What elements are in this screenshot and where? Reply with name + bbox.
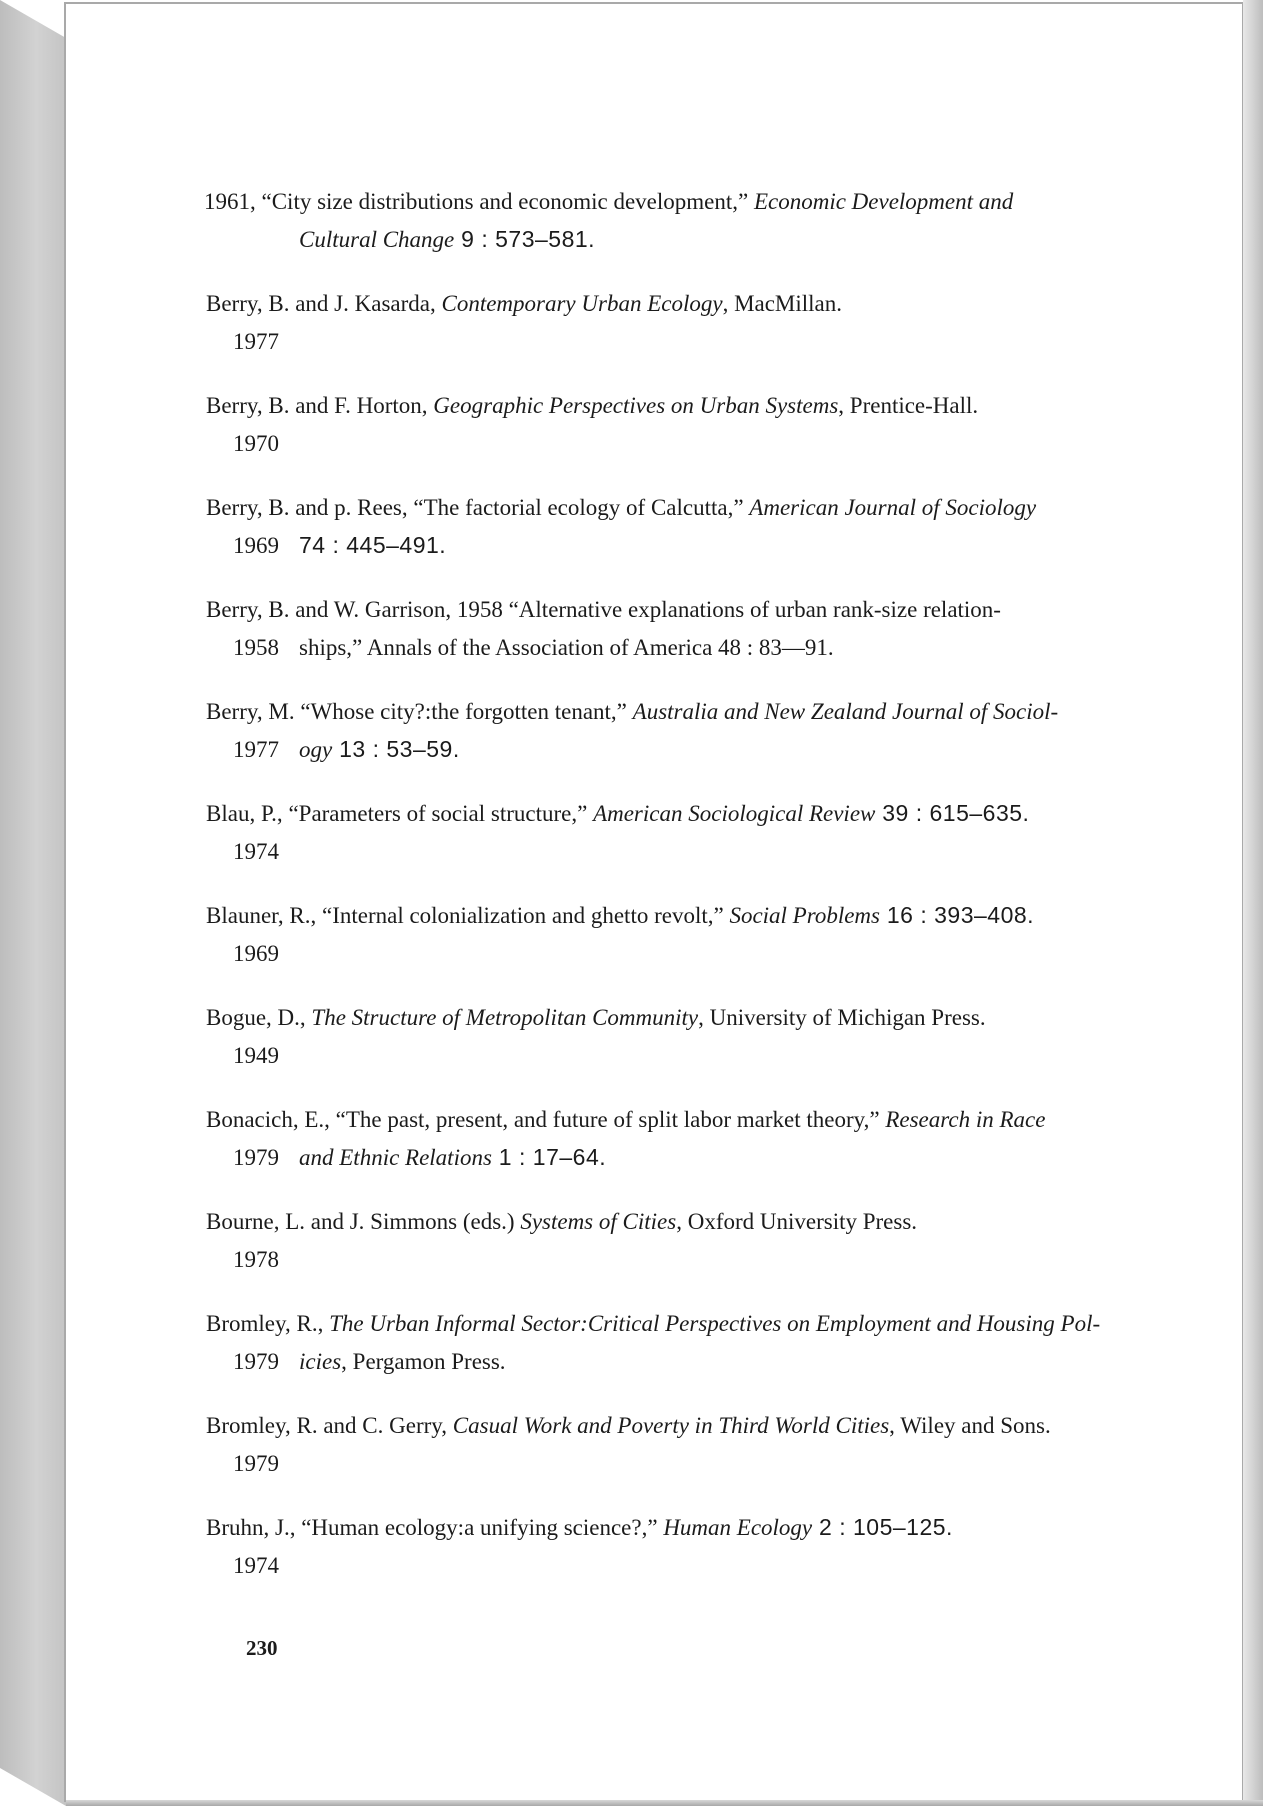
bib-author: Bromley, R., (206, 1311, 330, 1336)
bib-entry (206, 1106, 1106, 1208)
bib-author: Berry, M. (206, 699, 301, 724)
bib-author: Berry, B. and F. Horton, (206, 393, 434, 418)
bib-entry (206, 698, 1106, 800)
bib-year: 1958 (233, 635, 279, 660)
bib-author: Berry, B. and W. Garrison, (206, 597, 457, 622)
bib-author: Berry, B. and p. Rees, (206, 495, 414, 520)
book-spine (0, 0, 66, 1806)
bib-entry (206, 596, 1106, 698)
bib-volume-pages: 74 : 445–491. (299, 532, 447, 558)
bib-volume-pages: 1 : 17–64. (491, 1144, 607, 1170)
bib-entry (206, 392, 1106, 494)
bib-year: 1979 (233, 1145, 279, 1170)
bib-title: “Parameters of social structure,” (288, 801, 594, 826)
bib-publisher: , Wiley and Sons. (889, 1413, 1051, 1438)
bib-publisher: , Pergamon Press. (341, 1349, 506, 1374)
bib-source-cont: icies (299, 1349, 342, 1374)
bib-entry (206, 902, 1106, 1004)
bib-source-cont: ogy (299, 737, 333, 762)
bib-title: “The factorial ecology of Calcutta,” (413, 495, 750, 520)
bib-source: American Journal of Sociology (749, 495, 1037, 520)
bib-source: Geographic Perspectives on Urban Systems (433, 393, 839, 418)
bib-volume-pages: 39 : 615–635. (875, 800, 1030, 826)
bib-volume-pages: 16 : 393–408. (879, 902, 1035, 928)
bib-volume-pages: 13 : 53–59. (332, 736, 460, 762)
page-bottom-shadow (66, 1800, 1263, 1806)
bib-author: Bonacich, E., (206, 1107, 336, 1132)
bib-source: The Urban Informal Sector:Critical Perspectives on Employment and Housing Pol- (329, 1311, 1101, 1336)
bib-author: Berry, B. and J. Kasarda, (206, 291, 442, 316)
bib-title: “Human ecology:a unifying science?,” (301, 1515, 664, 1540)
bib-year: 1961, (204, 189, 262, 214)
bib-entry (206, 494, 1106, 596)
bib-volume-pages: 2 : 105–125. (812, 1514, 953, 1540)
bib-entry (206, 1004, 1106, 1106)
bib-publisher: , Prentice-Hall. (838, 393, 979, 418)
bib-source-cont: and Ethnic Relations (299, 1145, 492, 1170)
bib-source: Research in Race (885, 1107, 1046, 1132)
bib-publisher: , Oxford University Press. (676, 1209, 918, 1234)
bib-title: “City size distributions and economic development,” (261, 189, 754, 214)
bib-title: “Internal colonialization and ghetto revolt,” (321, 903, 730, 928)
bib-source: Contemporary Urban Ecology (441, 291, 723, 316)
bib-year: 1977 (233, 329, 279, 354)
bib-year: 1969 (233, 533, 279, 558)
bib-author: Bruhn, J., (206, 1515, 302, 1540)
bib-entry (206, 290, 1106, 392)
bib-year: 1977 (233, 737, 279, 762)
bib-year: 1978 (233, 1247, 279, 1272)
bib-year: 1974 (233, 839, 279, 864)
bib-entry (206, 1412, 1106, 1514)
bib-title: “The past, present, and future of split labor market theory,” (335, 1107, 886, 1132)
bib-entry (206, 1310, 1106, 1412)
bib-year: 1969 (233, 941, 279, 966)
bib-entry (206, 188, 1106, 290)
bib-source: Systems of Cities (520, 1209, 677, 1234)
bib-author: Bromley, R. and C. Gerry, (206, 1413, 453, 1438)
bib-source: Human Ecology (663, 1515, 813, 1540)
bib-publisher: , University of Michigan Press. (698, 1005, 986, 1030)
bibliography-list (206, 188, 1106, 1616)
bib-author: Blauner, R., (206, 903, 322, 928)
bib-year: 1949 (233, 1043, 279, 1068)
bib-year: 1979 (233, 1349, 279, 1374)
bib-source: The Structure of Metropolitan Community (311, 1005, 699, 1030)
bib-title-cont: ships,” Annals of the Association of America 48 : 83—91. (299, 635, 834, 660)
bib-source: Casual Work and Poverty in Third World Cities (452, 1413, 890, 1438)
bib-year: 1970 (233, 431, 279, 456)
bib-source: Economic Development and (753, 189, 1014, 214)
bib-entry (206, 1208, 1106, 1310)
bib-year: 1974 (233, 1553, 279, 1578)
bib-source: Australia and New Zealand Journal of Sociol- (632, 699, 1059, 724)
bib-volume-pages: 9 : 573–581. (454, 226, 596, 252)
bib-source-cont: Cultural Change (299, 227, 455, 252)
page-right-shadow (1243, 0, 1263, 1806)
bib-author: Bourne, L. and J. Simmons (eds.) (206, 1209, 521, 1234)
bib-publisher: , MacMillan. (722, 291, 843, 316)
bib-author: Blau, P., (206, 801, 289, 826)
bib-entry (206, 1514, 1106, 1616)
bib-year: 1979 (233, 1451, 279, 1476)
page-number: 230 (246, 1636, 278, 1660)
bib-source: American Sociological Review (593, 801, 876, 826)
bib-title: 1958 “Alternative explanations of urban rank-size relation- (456, 597, 1001, 622)
bib-author: Bogue, D., (206, 1005, 312, 1030)
bib-entry (206, 800, 1106, 902)
bib-source: Social Problems (729, 903, 880, 928)
bib-title: “Whose city?:the forgotten tenant,” (300, 699, 633, 724)
